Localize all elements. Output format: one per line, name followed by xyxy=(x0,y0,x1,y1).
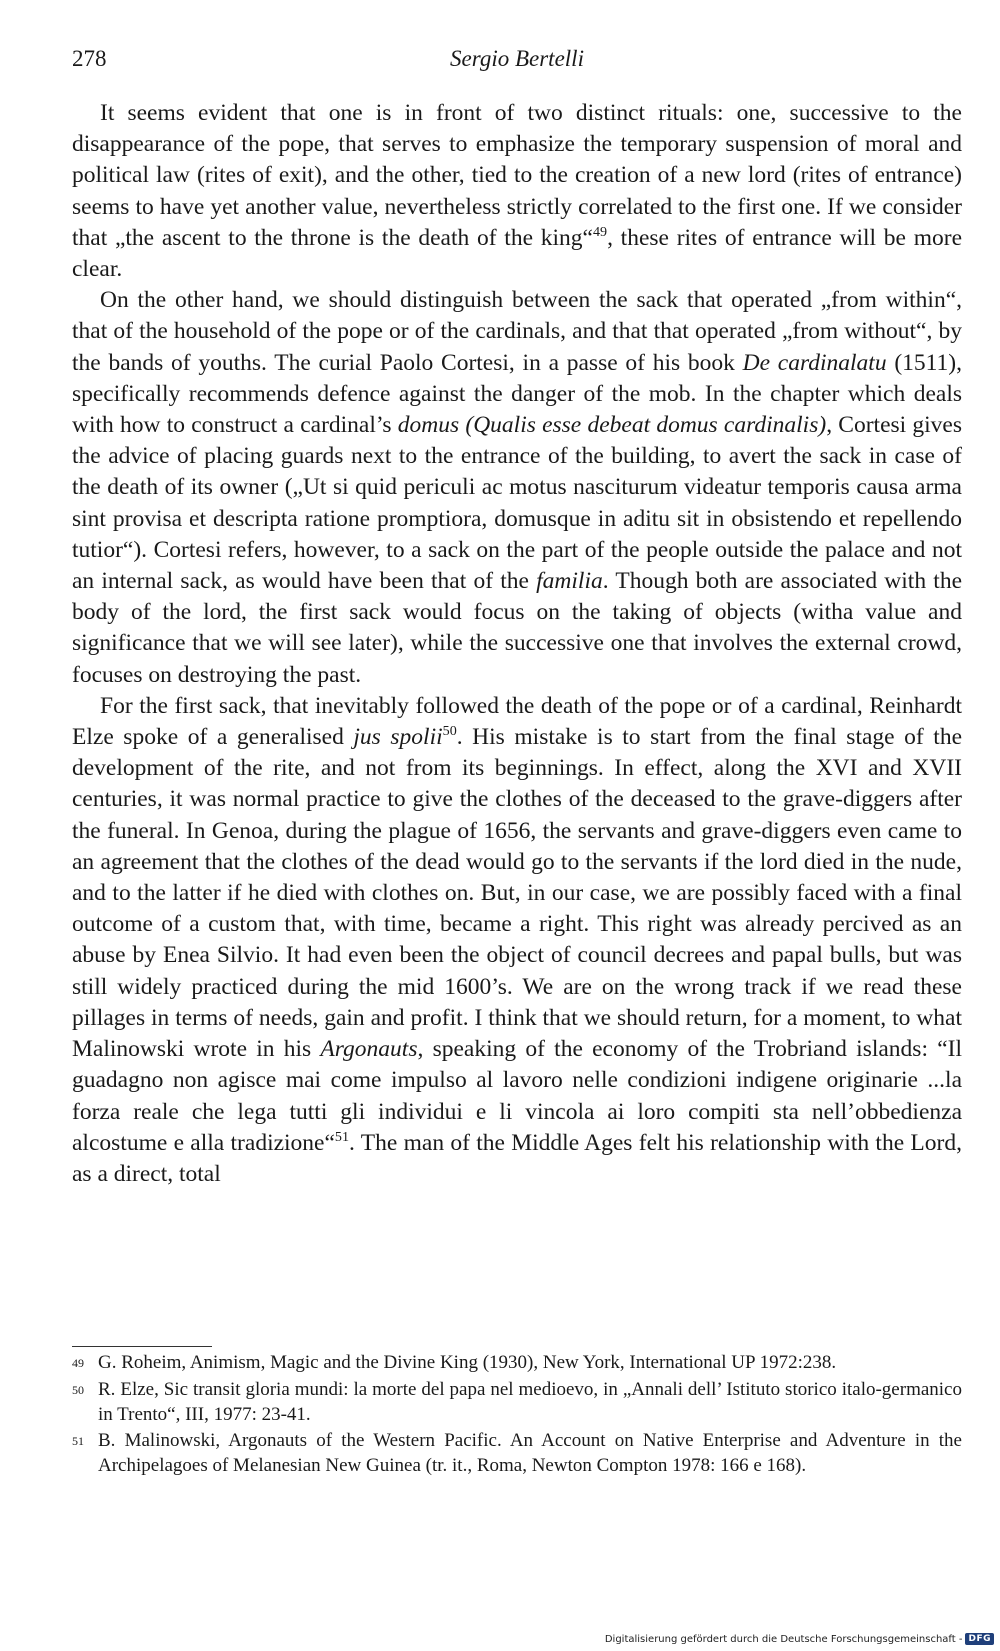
dfg-logo-icon: DFG xyxy=(965,1633,994,1645)
credit-text: Digitalisierung gefördert durch die Deutsche Forschungsgemeinschaft - xyxy=(604,1633,963,1645)
footnote-49 xyxy=(72,1350,962,1377)
paragraph-3: For the first sack, that inevitably followed the death of the pope or of a cardinal, Reinhardt Elze spoke of a generalised jus spolii$^{50}$. His mistake is to start from the final stage of the development of the rite, and not from its beginnings. In effect, along the XVI and XVII centuries, it was normal practice to give the clothes of the deceased to the grave-diggers after the funeral. In Genoa, during the plague of 1656, the servants and grave-diggers even came to an agreement that the clothes of the dead would go to the servants if the lord died in the nude, and to the latter if he died with clothes on. But, in our case, we are possibly faced with a final outcome of a custom that, with time, became a right. This right was already percived as an abuse by Enea Silvio. It had even been the object of council decrees and papal bulls, but was still widely practiced during the mid 1600’s. We are on the wrong track if we read these pillages in terms of needs, gain and profit. I think that we should return, for a moment, to what Malinowski wrote in his Argonauts, speaking of the economy of the Trobriand islands: “Il guadagno non agisce mai come impulso al lavoro nelle condizioni indigene originarie ...la forza reale che lega tutti gli individui e li vincola ai loro compiti sta nell’obbedienza alcostume e alla tradizione“$^{51}$. The man of the Middle Ages felt his relationship with the Lord, as a direct, total xyxy=(72,692,962,1187)
footnote-number: 49 xyxy=(72,1356,84,1370)
book-title-de-cardinalatu: De cardinalatu xyxy=(742,349,887,376)
footnote-ref-49: 49 xyxy=(592,223,608,240)
page-number: 278 xyxy=(72,46,107,71)
footnote-ref-51: 51 xyxy=(334,1128,350,1145)
footnote-number: 51 xyxy=(72,1433,84,1448)
footnote-text: B. Malinowski, Argonauts of the Western Pacific. An Account on Native Enterprise and Adventure in the Archipelagoes of Melanesian New Guinea (tr. it., Roma, Newton Compton 1978: 166 e 168). xyxy=(98,1429,962,1477)
footnotes xyxy=(72,1350,962,1479)
footnote-50 xyxy=(72,1377,962,1428)
footnote-text: G. Roheim, Animism, Magic and the Divine King (1930), New York, International UP 1972:238. xyxy=(98,1352,837,1373)
body-text xyxy=(72,98,962,1190)
page-header xyxy=(72,46,962,76)
digitization-credit xyxy=(605,1633,994,1645)
term-familia: familia xyxy=(536,568,603,595)
running-head: Sergio Bertelli xyxy=(450,46,584,71)
term-jus-spolii: jus spolii xyxy=(353,724,443,751)
footnote-ref-50: 50 xyxy=(442,723,457,740)
footnote-51 xyxy=(72,1428,962,1479)
chapter-title-domus: domus (Qualis esse debeat domus cardinalis) xyxy=(397,412,827,439)
footnote-divider xyxy=(72,1346,212,1347)
footnote-text: R. Elze, Sic transit gloria mundi: la morte del papa nel medioevo, in „Annali dell’ Istituto storico italo-germanico in Trento“, III, 1977: 23-41. xyxy=(98,1378,962,1426)
book-title-argonauts: Argonauts xyxy=(320,1036,418,1063)
paragraph-1: It seems evident that one is in front of two distinct rituals: one, successive to the disappearance of the pope, that serves to emphasize the temporary suspension of moral and political law (rites of exit), and the other, tied to the creation of a new lord (rites of entrance) seems to have yet another value, nevertheless strictly correlated to the first one. If we consider that „the ascent to the throne is the death of the king“$^{49}$, these rites of entrance will be more clear. xyxy=(72,100,962,283)
footnote-number: 50 xyxy=(72,1382,84,1397)
paragraph-2: On the other hand, we should distinguish between the sack that operated „from within“, that of the household of the pope or of the cardinals, and that that operated „from without“, by the bands of youths. The curial Paolo Cortesi, in a passe of his book De cardinalatu (1511), specifically recommends defence against the danger of the mob. In the chapter which deals with how to construct a cardinal’s domus (Qualis esse debeat domus cardinalis), Cortesi gives the advice of placing guards next to the entrance of the building, to avert the sack in case of the death of its owner („Ut si quid periculi ac motus nasciturum videatur temporis causa arma sint provisa et descripta ratione promptiora, domusque in aditu sit in obsistendo et repellendo tutior“). Cortesi refers, however, to a sack on the part of the people outside the palace and not an internal sack, as would have been that of the familia. Though both are associated with the body of the lord, the first sack would focus on the taking of objects (witha value and significance that we will see later), while the successive one that involves the external crowd, focuses on destroying the past. xyxy=(72,287,962,688)
